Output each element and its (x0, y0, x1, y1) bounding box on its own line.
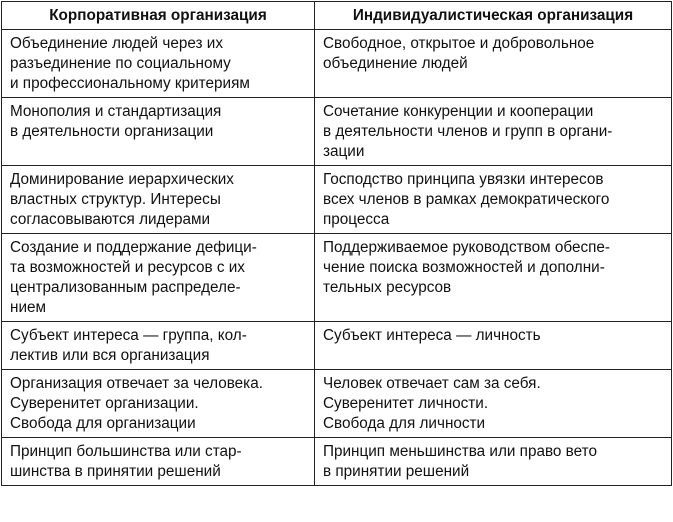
table-row (2, 370, 672, 438)
cell-individualistic: Сочетание конкуренции и кооперации в деятельности членов и групп в органи- зации (315, 98, 672, 166)
cell-individualistic: Субъект интереса — личность (315, 322, 672, 370)
table-row (2, 166, 672, 234)
cell-corporate: Доминирование иерархических властных структур. Интересы согласовываются лидерами (2, 166, 315, 234)
cell-individualistic: Поддерживаемое руководством обеспе- чение поиска возможностей и дополни- тельных ресурсов (315, 234, 672, 322)
cell-corporate: Создание и поддержание дефици- та возможностей и ресурсов с их централизованным распределе- нием (2, 234, 315, 322)
table-row (2, 30, 672, 98)
cell-individualistic: Принцип меньшинства или право вето в принятии решений (315, 438, 672, 486)
table-row (2, 438, 672, 486)
comparison-table (1, 1, 672, 486)
table-row (2, 322, 672, 370)
cell-corporate: Принцип большинства или стар- шинства в принятии решений (2, 438, 315, 486)
header-corporate: Корпоративная организация (2, 2, 315, 30)
cell-corporate: Субъект интереса — группа, кол- лектив или вся организация (2, 322, 315, 370)
cell-individualistic: Свободное, открытое и добровольное объединение людей (315, 30, 672, 98)
cell-corporate: Организация отвечает за человека. Суверенитет организации. Свобода для организации (2, 370, 315, 438)
header-individualistic: Индивидуалистическая организация (315, 2, 672, 30)
table-row (2, 234, 672, 322)
table-row (2, 98, 672, 166)
cell-corporate: Объединение людей через их разъединение по социальному и профессиональному критериям (2, 30, 315, 98)
cell-individualistic: Господство принципа увязки интересов всех членов в рамках демократического процесса (315, 166, 672, 234)
table-header-row (2, 2, 672, 30)
cell-corporate: Монополия и стандартизация в деятельности организации (2, 98, 315, 166)
cell-individualistic: Человек отвечает сам за себя. Суверенитет личности. Свобода для личности (315, 370, 672, 438)
